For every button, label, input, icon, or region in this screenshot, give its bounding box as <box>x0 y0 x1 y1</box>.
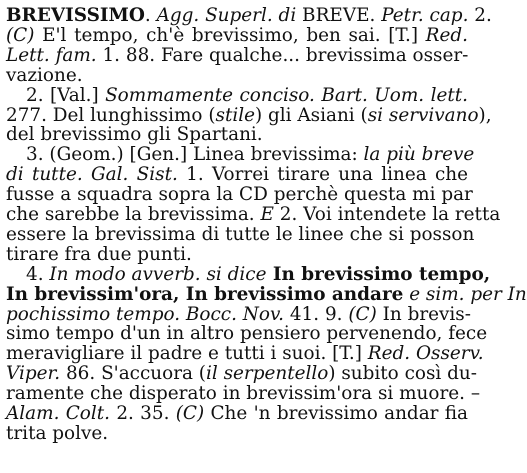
entry-text: trita polve. <box>6 422 109 444</box>
entry-text: 1. 88. Fare qualche... brevissima osser- <box>96 44 469 66</box>
italic-text: pochissimo tempo. Bocc. Nov. <box>6 303 285 325</box>
entry-text: 2. <box>468 5 492 26</box>
entry-text: In brevis- <box>376 303 471 325</box>
entry-text: 41. 9. <box>284 303 349 325</box>
italic-text: (C) <box>6 24 35 46</box>
italic-text: Viper. <box>6 363 61 385</box>
entry-text: 3. (Geom.) [Gen.] Linea brevissima: <box>26 144 364 166</box>
italic-text: il serpentello <box>205 363 329 385</box>
entry-text: 2. [Val.] <box>26 84 106 106</box>
entry-text: ) subito così du- <box>328 363 477 385</box>
entry-text: 86. S'accuora ( <box>60 363 206 385</box>
italic-text: E <box>260 204 274 225</box>
italic-text: Sommamente conciso. Bart. Uom. lett. <box>105 84 468 106</box>
entry-text: 277. Del lunghissimo ( <box>6 104 216 126</box>
italic-text: Red. Osserv. <box>367 343 484 365</box>
italic-text: Lett. fam. <box>6 44 97 66</box>
italic-text: si servivano <box>367 104 479 126</box>
headword-text: BREVISSIMO <box>6 5 145 26</box>
entry-line <box>6 422 468 446</box>
italic-text: (C) <box>348 303 377 325</box>
entry-text: . <box>144 5 157 26</box>
entry-text: meravigliare il padre e tutti i suoi. [T.] <box>6 343 368 365</box>
entry-text: E'l tempo, ch'è brevissimo, ben sai. [T.] <box>34 24 426 46</box>
headword-text: In brevissim'ora, In brevissimo andare <box>6 283 404 305</box>
italic-text: Agg. Superl. di <box>156 5 297 26</box>
entry-text: ramente che disperato in brevissim'ora si muore. – <box>6 383 481 405</box>
entry-text: ) gli Asiani ( <box>255 104 368 126</box>
headword-text: In brevissimo tempo, <box>266 263 491 285</box>
italic-text: stile <box>215 104 255 126</box>
italic-text: la più breve <box>363 144 475 166</box>
entry-text: tirare fra due punti. <box>6 243 192 265</box>
entry-text: BREVE <box>296 5 370 26</box>
entry-text: fusse a squadra sopra la CD perchè questa mi par <box>6 184 473 206</box>
entry-text: vazione. <box>6 64 83 86</box>
italic-text: Red. <box>425 24 468 46</box>
entry-text: Che 'n brevissimo andar fia <box>204 403 468 424</box>
entry-text: del brevissimo gli Spartani. <box>6 124 263 146</box>
entry-text: ), <box>478 104 492 126</box>
italic-text: Petr. cap. <box>381 5 469 26</box>
italic-text: (C) <box>175 403 205 424</box>
entry-text: simo tempo d'un in altro pensiero pervenendo, fece <box>6 323 488 345</box>
italic-text: Alam. Colt. <box>6 403 110 424</box>
italic-text: e sim. per In <box>403 283 527 305</box>
entry-text: 1. Vorrei tirare una linea che <box>177 164 468 186</box>
entry-text: . <box>369 5 382 26</box>
entry-text: 2. Voi intendete la retta <box>273 204 501 225</box>
entry-text: 4. <box>26 263 50 285</box>
entry-text: 2. 35. <box>110 403 176 424</box>
italic-text: di tutte. Gal. Sist. <box>6 164 178 186</box>
italic-text: In modo avverb. si dice <box>49 263 267 285</box>
entry-text: essere la brevissima di tutte le linee che si posson <box>6 223 475 245</box>
entry-text: che sarebbe la brevissima. <box>6 204 261 225</box>
